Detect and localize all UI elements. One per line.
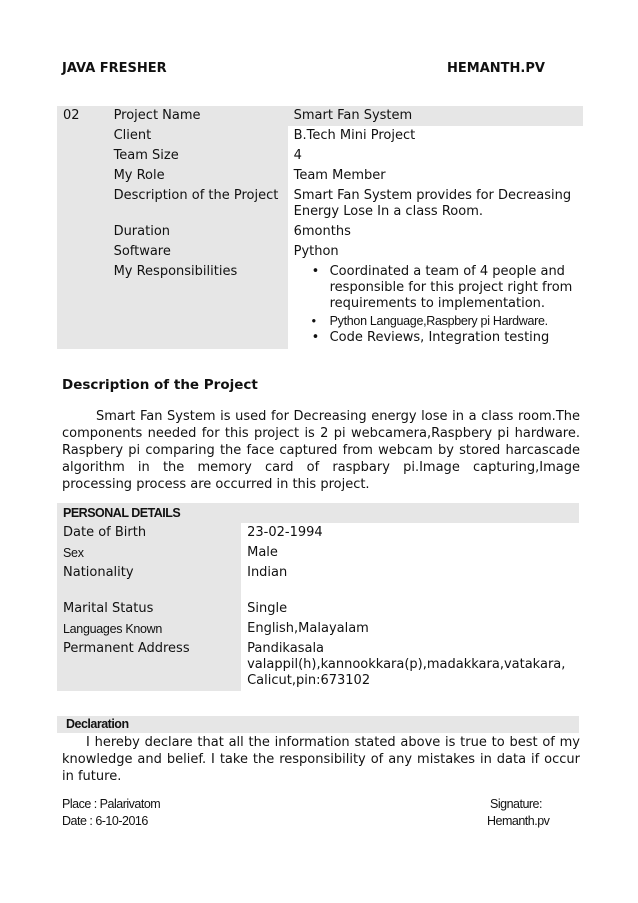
table-row [57,639,579,691]
table-row [57,186,583,222]
declaration-text: I hereby declare that all the information stated above is true to best of my knowledge and belief. I take the responsibility of any mistakes in data if occur in future. [62,735,580,784]
declaration-bar [57,716,579,733]
nationality-value: Indian [247,565,288,580]
duration-value: 6months [293,224,351,239]
table-row [57,106,583,126]
software-value: Python [293,244,339,259]
personal-details-heading: PERSONAL DETAILS [57,503,579,523]
project-name-label: Project Name [108,106,288,126]
signature-name: Hemanth.pv [487,814,550,828]
header-name: HEMANTH.PV [447,61,545,76]
description-label: Description of the Project [108,186,288,222]
project-table [57,106,583,349]
description-value: Smart Fan System provides for Decreasing Energy Lose In a class Room. [293,188,572,219]
table-row [57,543,579,563]
table-row [57,523,579,543]
header-title: JAVA FRESHER [62,61,167,76]
description-paragraph [62,408,580,493]
personal-details-table [57,503,579,691]
table-row [57,242,583,262]
table-row [57,166,583,186]
project-number: 02 [57,106,108,349]
client-label: Client [108,126,288,146]
role-value: Team Member [293,168,386,183]
role-label: My Role [108,166,288,186]
list-item: • Coordinated a team of 4 people and responsible for this project right from requirements to implementation. [312,264,577,312]
list-item: • Code Reviews, Integration testing [312,330,577,346]
responsibilities-cell [288,262,583,349]
description-heading: Description of the Project [62,377,258,393]
duration-label: Duration [108,222,288,242]
signature-label: Signature: [490,797,542,811]
table-row [57,146,583,166]
table-row [57,126,583,146]
address-label: Permanent Address [57,639,241,691]
nationality-label: Nationality [57,563,241,599]
address-value: Pandikasala valappil(h),kannookkara(p),madakkara,vatakara, Calicut,pin:673102 [247,641,566,688]
dob-value: 23-02-1994 [247,525,323,540]
table-row [57,619,579,639]
languages-value: English,Malayalam [247,621,369,636]
declaration-paragraph [62,734,580,785]
date-line: Date : 6-10-2016 [62,814,148,828]
list-item: • Python Language,Raspbery pi Hardware. [312,313,577,329]
sex-value: Male [247,545,278,560]
dob-label: Date of Birth [57,523,241,543]
marital-status-value: Single [247,601,288,616]
description-text: Smart Fan System is used for Decreasing energy lose in a class room.The components needed for this project is 2 pi webcamera,Raspbery pi hardware. Raspbery pi comparing the face captured from webcam by stored harcascade algorithm in the memory card of raspbary pi.Image capturing,Image processing process are occurred in this project. [62,409,580,492]
table-row [57,222,583,242]
place-line: Place : Palarivatom [62,797,161,811]
team-size-value: 4 [293,148,302,163]
marital-status-label: Marital Status [57,599,241,619]
table-row [57,599,579,619]
team-size-label: Team Size [108,146,288,166]
software-label: Software [108,242,288,262]
table-row [57,262,583,349]
project-name-value: Smart Fan System [288,106,583,126]
declaration-heading: Declaration [66,717,129,731]
languages-label: Languages Known [57,619,241,639]
table-row [57,563,579,599]
responsibilities-list [294,264,577,346]
responsibilities-label: My Responsibilities [108,262,288,349]
table-row [57,503,579,523]
client-value: B.Tech Mini Project [293,128,416,143]
sex-label: Sex [57,543,241,563]
